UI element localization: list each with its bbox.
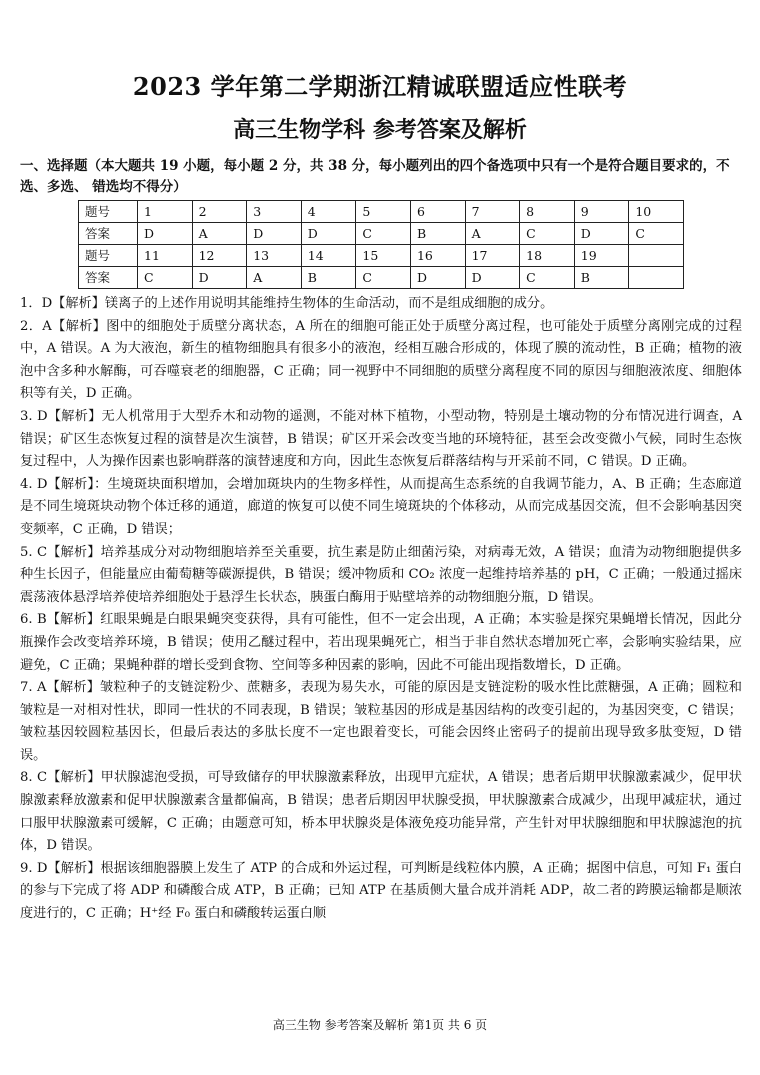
table-row-header: 答案 [79,267,138,289]
table-cell: D [574,223,629,245]
table-cell [629,267,684,289]
table-cell: 12 [192,245,247,267]
table-cell: 19 [574,245,629,267]
explanation-item: 4. D【解析】：生境斑块面积增加，会增加斑块内的生物多样性，从而提高生态系统的自我调节能力，A、B 正确；生态廊道是不同生境斑块动物个体迁移的通道，廊道的恢复可以使不同生境斑块的个体移动，从而完成基因交流，但不会影响基因突变频率，C 正确，D 错误； [20,476,742,537]
table-row-header: 题号 [79,245,138,267]
table-cell: D [465,267,520,289]
table-row [79,245,684,267]
table-cell: B [574,267,629,289]
document-title: 2023 学年第二学期浙江精诚联盟适应性联考 [132,72,628,101]
explanation-item: 8. C【解析】甲状腺滤泡受损，可导致储存的甲状腺激素释放，出现甲亢症状，A 错误；患者后期甲状腺激素减少，促甲状腺激素释放激素和促甲状腺激素含量都偏高，B 错误；患者后期因甲状腺受损，甲状腺激素合成减少，出现甲减症状，通过口服甲状腺激素可缓解，C 正确；由题意可知，桥本甲状腺炎是体液免疫功能异常，产生针对甲状腺细胞和甲状腺滤泡的抗体，D 错误。 [20,770,742,854]
table-cell: D [138,223,193,245]
section-heading: 一、选择题（本大题共 19 小题，每小题 2 分，共 38 分，每小题列出的四个备选项中只有一个是符合题目要求的，不选、多选、 错选均不得分） [20,158,730,195]
table-row [79,267,684,289]
table-cell: D [192,267,247,289]
table-cell: D [301,223,356,245]
table-cell: B [410,223,465,245]
document-subtitle: 高三生物学科 参考答案及解析 [233,117,527,143]
table-row [79,223,684,245]
table-row-header: 答案 [79,223,138,245]
explanation-item: 1．D【解析】镁离子的上述作用说明其能维持生物体的生命活动，而不是组成细胞的成分。 [20,296,554,311]
table-cell: C [629,223,684,245]
explanation-item: 5. C【解析】培养基成分对动物细胞培养至关重要，抗生素是防止细菌污染，对病毒无效，A 错误；血清为动物细胞提供多种生长因子，但能量应由葡萄糖等碳源提供，B 错误；缓冲物质和 CO₂ 浓度一起维持培养基的 pH，C 正确；一般通过摇床震荡液体悬浮培养使培养细胞处于悬浮生长状态，胰蛋白酶用于贴壁培养的动物细胞分瓶，D 错误。 [20,544,742,605]
table-cell: B [301,267,356,289]
table-cell: 14 [301,245,356,267]
table-cell: 17 [465,245,520,267]
explanations [20,293,742,926]
table-cell: D [247,223,302,245]
table-cell: 13 [247,245,302,267]
page-footer: 高三生物 参考答案及解析 第1页 共 6 页 [272,1018,488,1032]
table-row-header: 题号 [79,201,138,223]
table-cell: A [247,267,302,289]
explanation-item: 9. D【解析】根据该细胞器膜上发生了 ATP 的合成和外运过程，可判断是线粒体内膜，A 正确；据图中信息，可知 F₁ 蛋白的参与下完成了将 ADP 和磷酸合成 ATP，B 正确；已知 ATP 在基质侧大量合成并消耗 ADP，故二者的跨膜运输都是顺浓度进行的，C 正确；H⁺经 F₀ 蛋白和磷酸转运蛋白顺 [20,860,742,922]
explanation-item: 3. D【解析】无人机常用于大型乔木和动物的遥测，不能对林下植物，小型动物，特别是土壤动物的分布情况进行调查，A 错误；矿区生态恢复过程的演替是次生演替，B 错误；矿区开采会改变当地的环境特征，甚至会改变微小气候，同时生态恢复过程中，人为操作因素也影响群落的演替速度和方向，因此生态恢复后群落结构与开采前不同，C 错误。D 正确。 [20,408,742,470]
table-cell: 7 [465,201,520,223]
table-cell: 16 [410,245,465,267]
answer-table [78,200,684,289]
explanation-item: 7. A【解析】皱粒种子的支链淀粉少、蔗糖多，表现为易失水，可能的原因是支链淀粉的吸水性比蔗糖强，A 正确；圆粒和皱粒是一对相对性状，即同一性状的不同表现，B 错误；皱粒基因的形成是基因结构的改变引起的，为基因突变，C 错误；皱粒基因较圆粒基因长，但最后表达的多肽长度不一定也跟着变长，可能会因终止密码子的提前出现导致多肽变短，D 错误。 [20,680,742,763]
explanation-item: 6. B【解析】红眼果蝇是白眼果蝇突变获得，具有可能性，但不一定会出现，A 正确；本实验是探究果蝇增长情况，因此分瓶操作会改变培养环境，B 错误；使用乙醚过程中，若出现果蝇死亡，相当于非自然状态增加死亡率，会影响实验结果，应避免，C 正确；果蝇种群的增长受到食物、空间等多种因素的影响，因此不可能出现指数增长，D 正确。 [20,612,742,673]
table-cell: 5 [356,201,411,223]
table-cell: A [465,223,520,245]
table-cell: 10 [629,201,684,223]
table-row [79,201,684,223]
table-cell: C [520,267,575,289]
table-cell: 1 [138,201,193,223]
table-cell: A [192,223,247,245]
table-cell: C [356,223,411,245]
table-cell: D [410,267,465,289]
table-cell [629,245,684,267]
explanation-item: 2．A【解析】图中的细胞处于质壁分离状态，A 所在的细胞可能正处于质壁分离过程，也可能处于质壁分离刚完成的过程中，A 错误。A 为大液泡，新生的植物细胞具有很多小的液泡，经相互融合形成的，体现了膜的流动性，B 正确；植物的液泡中含多种水解酶，可吞噬衰老的细胞器，C 正确；同一视野中不同细胞的质壁分离程度不同的原因与细胞液浓度、细胞体积等有关，D 正确。 [20,318,742,402]
table-cell: 15 [356,245,411,267]
table-cell: 9 [574,201,629,223]
table-cell: 4 [301,201,356,223]
table-cell: 6 [410,201,465,223]
table-cell: 2 [192,201,247,223]
table-cell: C [520,223,575,245]
table-cell: 3 [247,201,302,223]
table-cell: C [356,267,411,289]
table-cell: 8 [520,201,575,223]
table-cell: C [138,267,193,289]
table-cell: 11 [138,245,193,267]
table-cell: 18 [520,245,575,267]
